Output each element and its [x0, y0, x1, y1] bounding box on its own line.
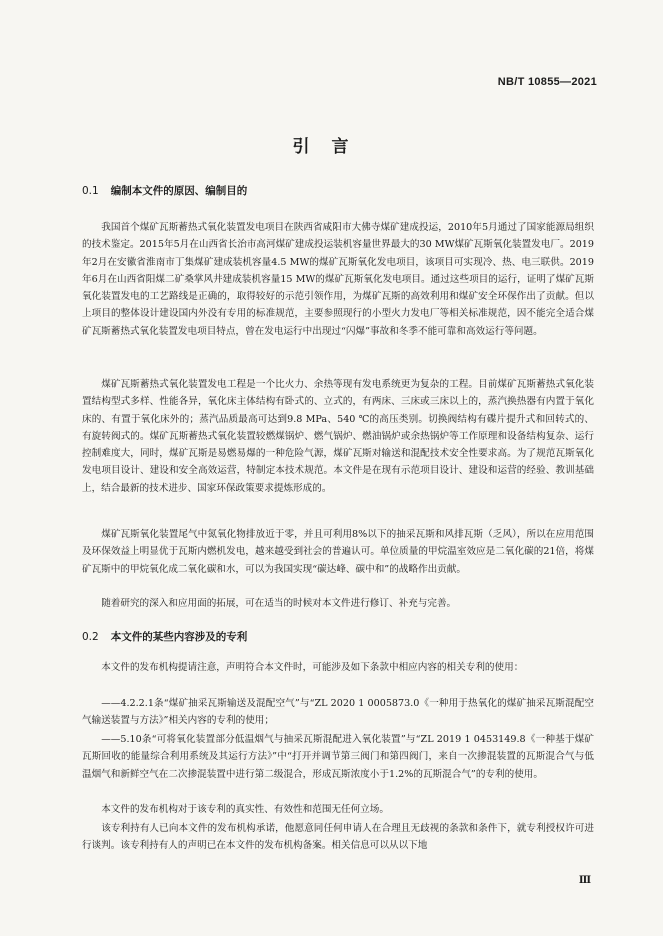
section-number: 0.2 [82, 631, 99, 643]
paragraph: 本文件的发布机构提请注意，声明符合本文件时，可能涉及如下条款中相应内容的相关专利的使用： [101, 662, 524, 673]
section-number: 0.1 [82, 185, 99, 197]
section-heading-0-1 [82, 183, 247, 198]
paragraph: 煤矿瓦斯氧化装置尾气中氮氧化物排放近于零，并且可利用8%以下的抽采瓦斯和风排瓦斯（乏风），所以在应用范围及环保效益上明显优于瓦斯内燃机发电，越来越受到社会的普遍认可。单位质量的甲烷温室效应是二氧化碳的21倍，将煤矿瓦斯中的甲烷氧化成二氧化碳和水，可以为我国实现“碳达峰、碳中和”的战略作出贡献。 [82, 529, 594, 575]
section-heading-0-2 [82, 629, 247, 644]
paragraph: 我国首个煤矿瓦斯蓄热式氧化装置发电项目在陕西省咸阳市大佛寺煤矿建成投运，2010年5月通过了国家能源局组织的技术鉴定。2015年5月在山西省长治市高河煤矿建成投运装机容量世界最大的30 MW煤矿瓦斯氧化装置发电厂。2019年2月在安徽省淮南市丁集煤矿建成装机容量4.5 MW的煤矿瓦斯氧化发电项目，该项目可实现冷、热、电三联供。2019年6月在山西省阳煤二矿桑掌风井建成装机容量15 MW的煤矿瓦斯氧化发电项目。通过这些项目的运行，证明了煤矿瓦斯氧化装置发电的工艺路线是正确的，取得较好的示范引领作用，为煤矿瓦斯的高效利用和煤矿安全环保作出了贡献。但以上项目的整体设计建设国内外没有专用的标准规范，主要参照现行的小型火力发电厂等相关标准规范，因不能完全适合煤矿瓦斯蓄热式氧化装置发电项目特点，曾在发电运行中出现过“闪爆”事故和冬季不能可靠和高效运行等问题。 [82, 222, 594, 337]
patent-item: ——4.2.2.1条“煤矿抽采瓦斯输送及混配空气”与“ZL 2020 1 0005873.0《一种用于热氧化的煤矿抽采瓦斯混配空气输送装置与方法》”相关内容的专利的使用； [82, 698, 594, 727]
section-title: 本文件的某些内容涉及的专利 [110, 631, 248, 643]
standard-number: NB/T 10855—2021 [497, 76, 597, 88]
paragraph: 本文件的发布机构对于该专利的真实性、有效性和范围无任何立场。 [101, 804, 389, 815]
paragraph: 该专利持有人已向本文件的发布机构承诺，他愿意同任何申请人在合理且无歧视的条款和条件下，就专利授权许可进行谈判。该专利持有人的声明已在本文件的发布机构备案。相关信息可以从以下地 [82, 823, 594, 852]
page-number: Ⅲ [578, 875, 591, 886]
section-title: 编制本文件的原因、编制目的 [110, 185, 248, 197]
paragraph: 随着研究的深入和应用面的拓展，可在适当的时候对本文件进行修订、补充与完善。 [101, 598, 457, 609]
page-title: 引言 [292, 137, 371, 157]
patent-item: ——5.10条“可将氧化装置部分低温烟气与抽采瓦斯混配进入氧化装置”与“ZL 2019 1 0453149.8《一种基于煤矿瓦斯回收的能量综合利用系统及其运行方法》”中“打开并调节第三阀门和第四阀门，来自一次掺混装置的瓦斯混合气与低温烟气和新鲜空气在二次掺混装置中进行第二级混合，形成瓦斯浓度小于1.2%的瓦斯混合气”的专利的使用。 [82, 734, 594, 780]
paragraph: 煤矿瓦斯蓄热式氧化装置发电工程是一个比火力、余热等现有发电系统更为复杂的工程。目前煤矿瓦斯蓄热式氧化装置结构型式多样、性能各异，氧化床主体结构有卧式的、立式的，有两床、三床或三床以上的，蒸汽换热器有内置于氧化床的、有置于氧化床外的；蒸汽品质最高可达到9.8 MPa、540 ℃的高压类别。切换阀结构有碟片提升式和回转式的、有旋转阀式的。煤矿瓦斯蓄热式氧化装置较燃煤锅炉、燃气锅炉、燃油锅炉或余热锅炉等工作原理和设备结构复杂、运行控制难度大，同时，煤矿瓦斯是易燃易爆的一种危险气源，煤矿瓦斯对输送和混配技术安全性要求高。为了规范瓦斯氧化发电项目设计、建设和安全高效运营，特制定本技术规范。本文件是在现有示范项目设计、建设和运营的经验、教训基础上，结合最新的技术进步、国家环保政策要求提炼形成的。 [82, 379, 594, 494]
